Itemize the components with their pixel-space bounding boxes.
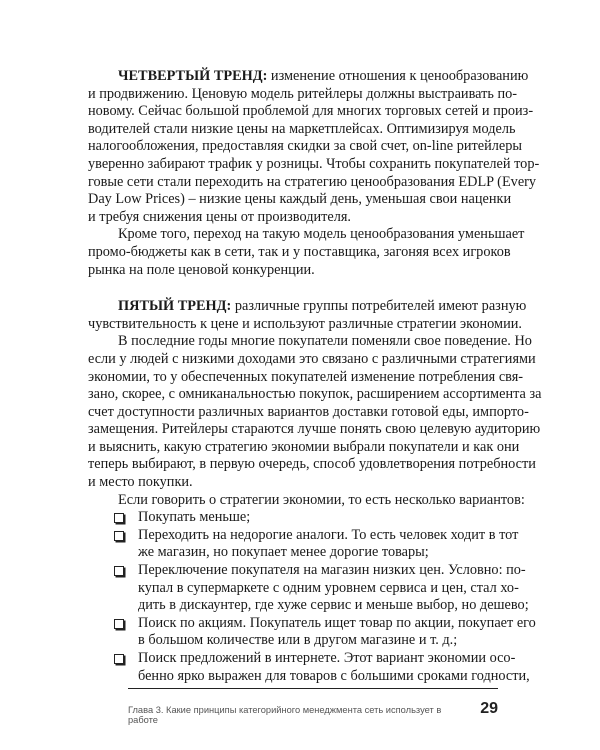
chapter-title: Глава 3. Какие принципы категорийного менеджмента сеть использует в работе — [128, 705, 442, 725]
page-footer — [128, 700, 498, 725]
text-line: счет доступности различных вариантов доставки готовой еды, импорто- — [88, 403, 529, 420]
text-line: Кроме того, переход на такую модель ценообразования уменьшает — [118, 226, 525, 243]
checkbox-bullet-icon — [114, 531, 124, 541]
checkbox-bullet-icon — [114, 654, 124, 664]
text-line: замещения. Ритейлеры стараются лучше понять свою целевую аудиторию — [88, 421, 541, 438]
heading-fourth-trend: ЧЕТВЕРТЫЙ ТРЕНД: — [118, 68, 268, 84]
list-item: Поиск предложений в интернете. Этот вариант экономии осо- бенно ярко выражен для товаров с большими сроками годности, — [88, 650, 498, 685]
text-line: и продвижению. Ценовую модель ритейлеры должны выстраивать по- — [88, 85, 518, 102]
text-line: и требуя снижения цены от производителя. — [88, 208, 351, 225]
paragraph-fifth-trend: ПЯТЫЙ ТРЕНД: различные группы потребителей имеют разную чувствительность к цене и используют различные стратегии экономии. — [88, 298, 527, 332]
list-item: Поиск по акциям. Покупатель ищет товар по акции, покупает его в большом количестве или в другом магазине и т. д.; — [88, 615, 498, 650]
text-line: рынка на поле ценовой конкуренции. — [88, 261, 315, 278]
text-line: уверенно забирают трафик у розницы. Чтобы сохранить покупателей тор- — [88, 155, 540, 172]
heading-fifth-trend: ПЯТЫЙ ТРЕНД: — [118, 298, 232, 315]
text-line: новому. Сейчас большой проблемой для многих торговых сетей и произ- — [88, 103, 534, 120]
text-line: Day Low Prices) – низкие цены каждый день, уменьшая свои наценки — [88, 191, 512, 208]
text-line: Если говорить о стратегии экономии, то есть несколько вариантов: — [118, 491, 525, 508]
paragraph — [88, 226, 525, 279]
text-line: экономии, то у обеспеченных покупателей изменение потребления свя- — [88, 368, 524, 385]
body-text — [88, 68, 542, 685]
list-item: Переходить на недорогие аналоги. То есть человек ходит в тот же магазин, но покупает менее дорогие товары; — [88, 527, 498, 562]
paragraph-fourth-trend: ЧЕТВЕРТЫЙ ТРЕНД: изменение отношения к ценообразованию и продвижению. Ценовую модель ритейлеры должны выстраивать по- новому. Сейчас большой проблемой для многих торговых сетей и произ- водителей стали низкие цены на маркетплейсах. Оптимизируя модель налогообложения, предоставляя скидки за свой счет, on-line ритейлеры уверенно забирают трафик у розницы. Чтобы сохранить покупателей тор- говые сети стали переходить на стратегию ценообразования EDLP (Every Day Low Prices) – низкие цены каждый день, уменьшая свои наценки и требуя снижения цены от производителя. — [88, 68, 540, 225]
bullet-list — [88, 509, 536, 685]
paragraph — [88, 333, 542, 491]
text-line: говые сети стали переходить на стратегию ценообразования EDLP (Every — [88, 173, 537, 190]
text-line: и выяснить, какую стратегию экономии выбрали покупатели и как они — [88, 438, 520, 455]
footer-divider — [128, 688, 498, 689]
checkbox-bullet-icon — [114, 619, 124, 629]
text-line: если у людей с низкими доходами это связано с различными стратегиями — [88, 350, 536, 367]
text-line: зано, скорее, с омниканальностью покупок, расширением ассортимента за — [88, 386, 542, 403]
text-line: налогообложения, предоставляя скидки за свой счет, on-line ритейлеры — [88, 138, 522, 155]
list-item: Переключение покупателя на магазин низких цен. Условно: по- купал в супермаркете с одним уровнем сервиса и цен, стал хо- дить в дискаунтер, где хуже сервис и меньше выбор, но дешево; — [88, 562, 498, 615]
text-line: промо-бюджеты как в сети, так и у поставщика, загоняя всех игроков — [88, 243, 511, 260]
paragraph — [88, 491, 525, 510]
text-line: водителей стали низкие цены на маркетплейсах. Оптимизируя модель — [88, 120, 516, 137]
list-item: Покупать меньше; — [88, 509, 498, 527]
text-line: теперь выбирают, в первую очередь, способ удовлетворения потребности — [88, 456, 536, 473]
page-number: 29 — [480, 700, 498, 717]
text-line: В последние годы многие покупатели поменяли свое поведение. Но — [118, 333, 532, 350]
text-line: чувствительность к цене и используют различные стратегии экономии. — [88, 315, 522, 332]
checkbox-bullet-icon — [114, 513, 124, 523]
text-line: и место покупки. — [88, 474, 193, 491]
checkbox-bullet-icon — [114, 566, 124, 576]
